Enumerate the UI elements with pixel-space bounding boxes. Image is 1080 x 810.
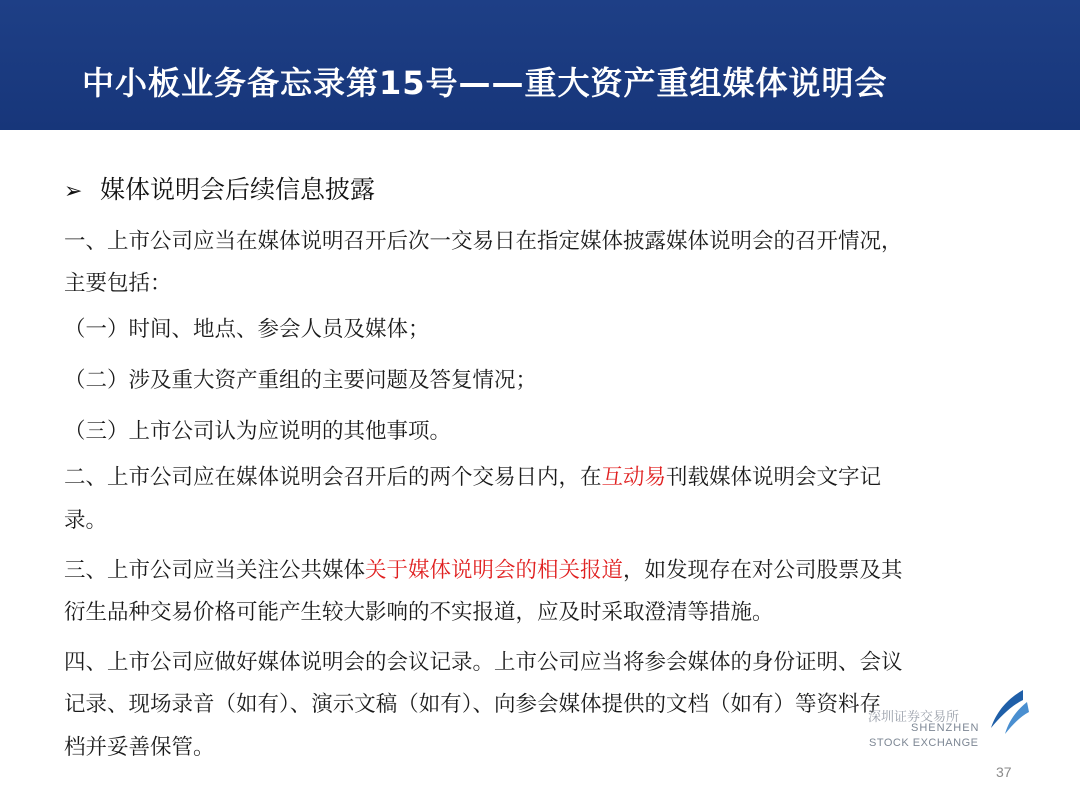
item-3-line-1 [64,556,903,586]
item-4-line-2: 记录、现场录音（如有）、演示文稿（如有）、向参会媒体提供的文档（如有）等资料存 [64,692,882,717]
item-1-line-2: 主要包括： [64,271,172,296]
item-2-line-1 [64,463,881,493]
item-4-line-3: 档并妥善保管。 [64,735,215,760]
section-heading [64,170,375,206]
item-3-text-pre: 三、上市公司应当关注公共媒体 [64,558,366,583]
item-2-highlight: 互动易 [601,465,667,490]
logo-english-line-1: SHENZHEN [911,722,980,734]
szse-logo [865,688,1040,758]
item-2-line-2: 录。 [64,508,108,533]
item-3-line-2: 衍生品种交易价格可能产生较大影响的不实报道，应及时采取澄清等措施。 [64,600,774,625]
item-1-line-1: 一、上市公司应当在媒体说明召开后次一交易日在指定媒体披露媒体说明会的召开情况， [64,229,903,254]
sub-item-2: （二）涉及重大资产重组的主要问题及答复情况； [64,368,538,393]
item-3-highlight: 关于媒体说明会的相关报道 [365,558,624,583]
sub-item-3: （三）上市公司认为应说明的其他事项。 [64,419,452,444]
item-2-text-pre: 二、上市公司应在媒体说明会召开后的两个交易日内，在 [64,465,602,490]
item-4-line-1: 四、上市公司应做好媒体说明会的会议记录。上市公司应当将参会媒体的身份证明、会议 [64,650,903,675]
item-3-text-post: ，如发现存在对公司股票及其 [623,558,903,583]
page-number: 37 [996,764,1012,780]
szse-logo-mark-icon [983,688,1031,738]
logo-english-line-2: STOCK EXCHANGE [869,737,979,749]
sub-item-1: （一）时间、地点、参会人员及媒体； [64,317,430,342]
arrow-bullet-icon: ➢ [64,179,83,204]
slide-title: 中小板业务备忘录第15号——重大资产重组媒体说明会 [82,64,888,102]
title-bar [0,0,1080,130]
section-heading-text: 媒体说明会后续信息披露 [100,175,376,204]
logo-chinese-name: 深圳证券交易所 [868,710,960,725]
item-2-text-post: 刊载媒体说明会文字记 [666,465,882,490]
